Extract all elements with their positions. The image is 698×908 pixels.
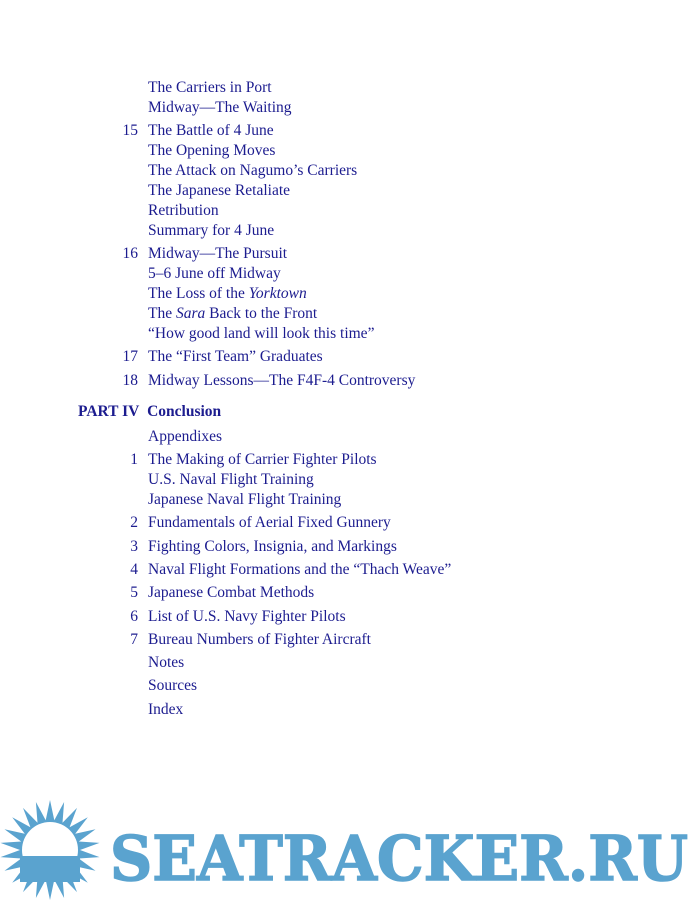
appendix-number: 6: [130, 608, 138, 625]
chapter-number: 16: [122, 245, 138, 262]
toc-entry: Sources: [148, 677, 198, 694]
toc-entry: Retribution: [148, 202, 219, 219]
toc-entry: 5–6 June off Midway: [148, 265, 281, 282]
appendix-number: 3: [130, 538, 138, 555]
chapter-number: 15: [122, 122, 138, 139]
appendix-title: List of U.S. Navy Fighter Pilots: [148, 608, 346, 625]
appendix-title: Japanese Combat Methods: [148, 584, 315, 601]
toc-entry: The Loss of the Yorktown: [148, 285, 307, 302]
chapter-title: The “First Team” Graduates: [148, 348, 323, 365]
chapter-title: Midway—The Pursuit: [148, 245, 288, 262]
appendix-number: 5: [130, 584, 138, 601]
section-heading: Appendixes: [148, 428, 223, 445]
appendix-title: Fundamentals of Aerial Fixed Gunnery: [148, 514, 391, 531]
toc-entry: The Carriers in Port: [148, 79, 272, 96]
part-label: PART IV: [78, 403, 140, 420]
toc-entry: Midway—The Waiting: [148, 99, 292, 116]
sun-icon: [1, 800, 100, 900]
part-heading: [78, 402, 221, 422]
appendix-number: 2: [130, 514, 138, 531]
chapter-number: 18: [122, 372, 138, 389]
toc-entry: The Attack on Nagumo’s Carriers: [148, 162, 358, 179]
sun-horizon: [20, 856, 80, 882]
appendix-title: Bureau Numbers of Fighter Aircraft: [148, 631, 371, 648]
appendix-title: Fighting Colors, Insignia, and Markings: [148, 538, 397, 555]
toc-entry: The Sara Back to the Front: [148, 305, 318, 322]
toc-entry: “How good land will look this time”: [148, 325, 375, 342]
appendix-number: 4: [130, 561, 138, 578]
chapter-number: 17: [122, 348, 138, 365]
toc-entry: The Japanese Retaliate: [148, 182, 291, 199]
chapter-title: Midway Lessons—The F4F-4 Controversy: [148, 372, 416, 389]
toc-entry: Notes: [148, 654, 185, 671]
toc-entry: U.S. Naval Flight Training: [148, 471, 314, 488]
appendix-title: Naval Flight Formations and the “Thach Weave”: [148, 561, 452, 578]
appendix-number: 1: [130, 451, 138, 468]
appendix-number: 7: [130, 631, 138, 648]
appendix-title: The Making of Carrier Fighter Pilots: [148, 451, 377, 468]
toc-entry: The Opening Moves: [148, 142, 276, 159]
watermark: [0, 800, 698, 903]
toc-entry: Japanese Naval Flight Training: [148, 491, 342, 508]
toc-entry: Summary for 4 June: [148, 222, 275, 239]
watermark-graphic: [0, 800, 698, 903]
watermark-text: SEATRACKER.RU: [110, 822, 688, 895]
chapter-title: The Battle of 4 June: [148, 122, 274, 139]
part-title: Conclusion: [147, 403, 222, 420]
toc-entry: Index: [148, 701, 184, 718]
